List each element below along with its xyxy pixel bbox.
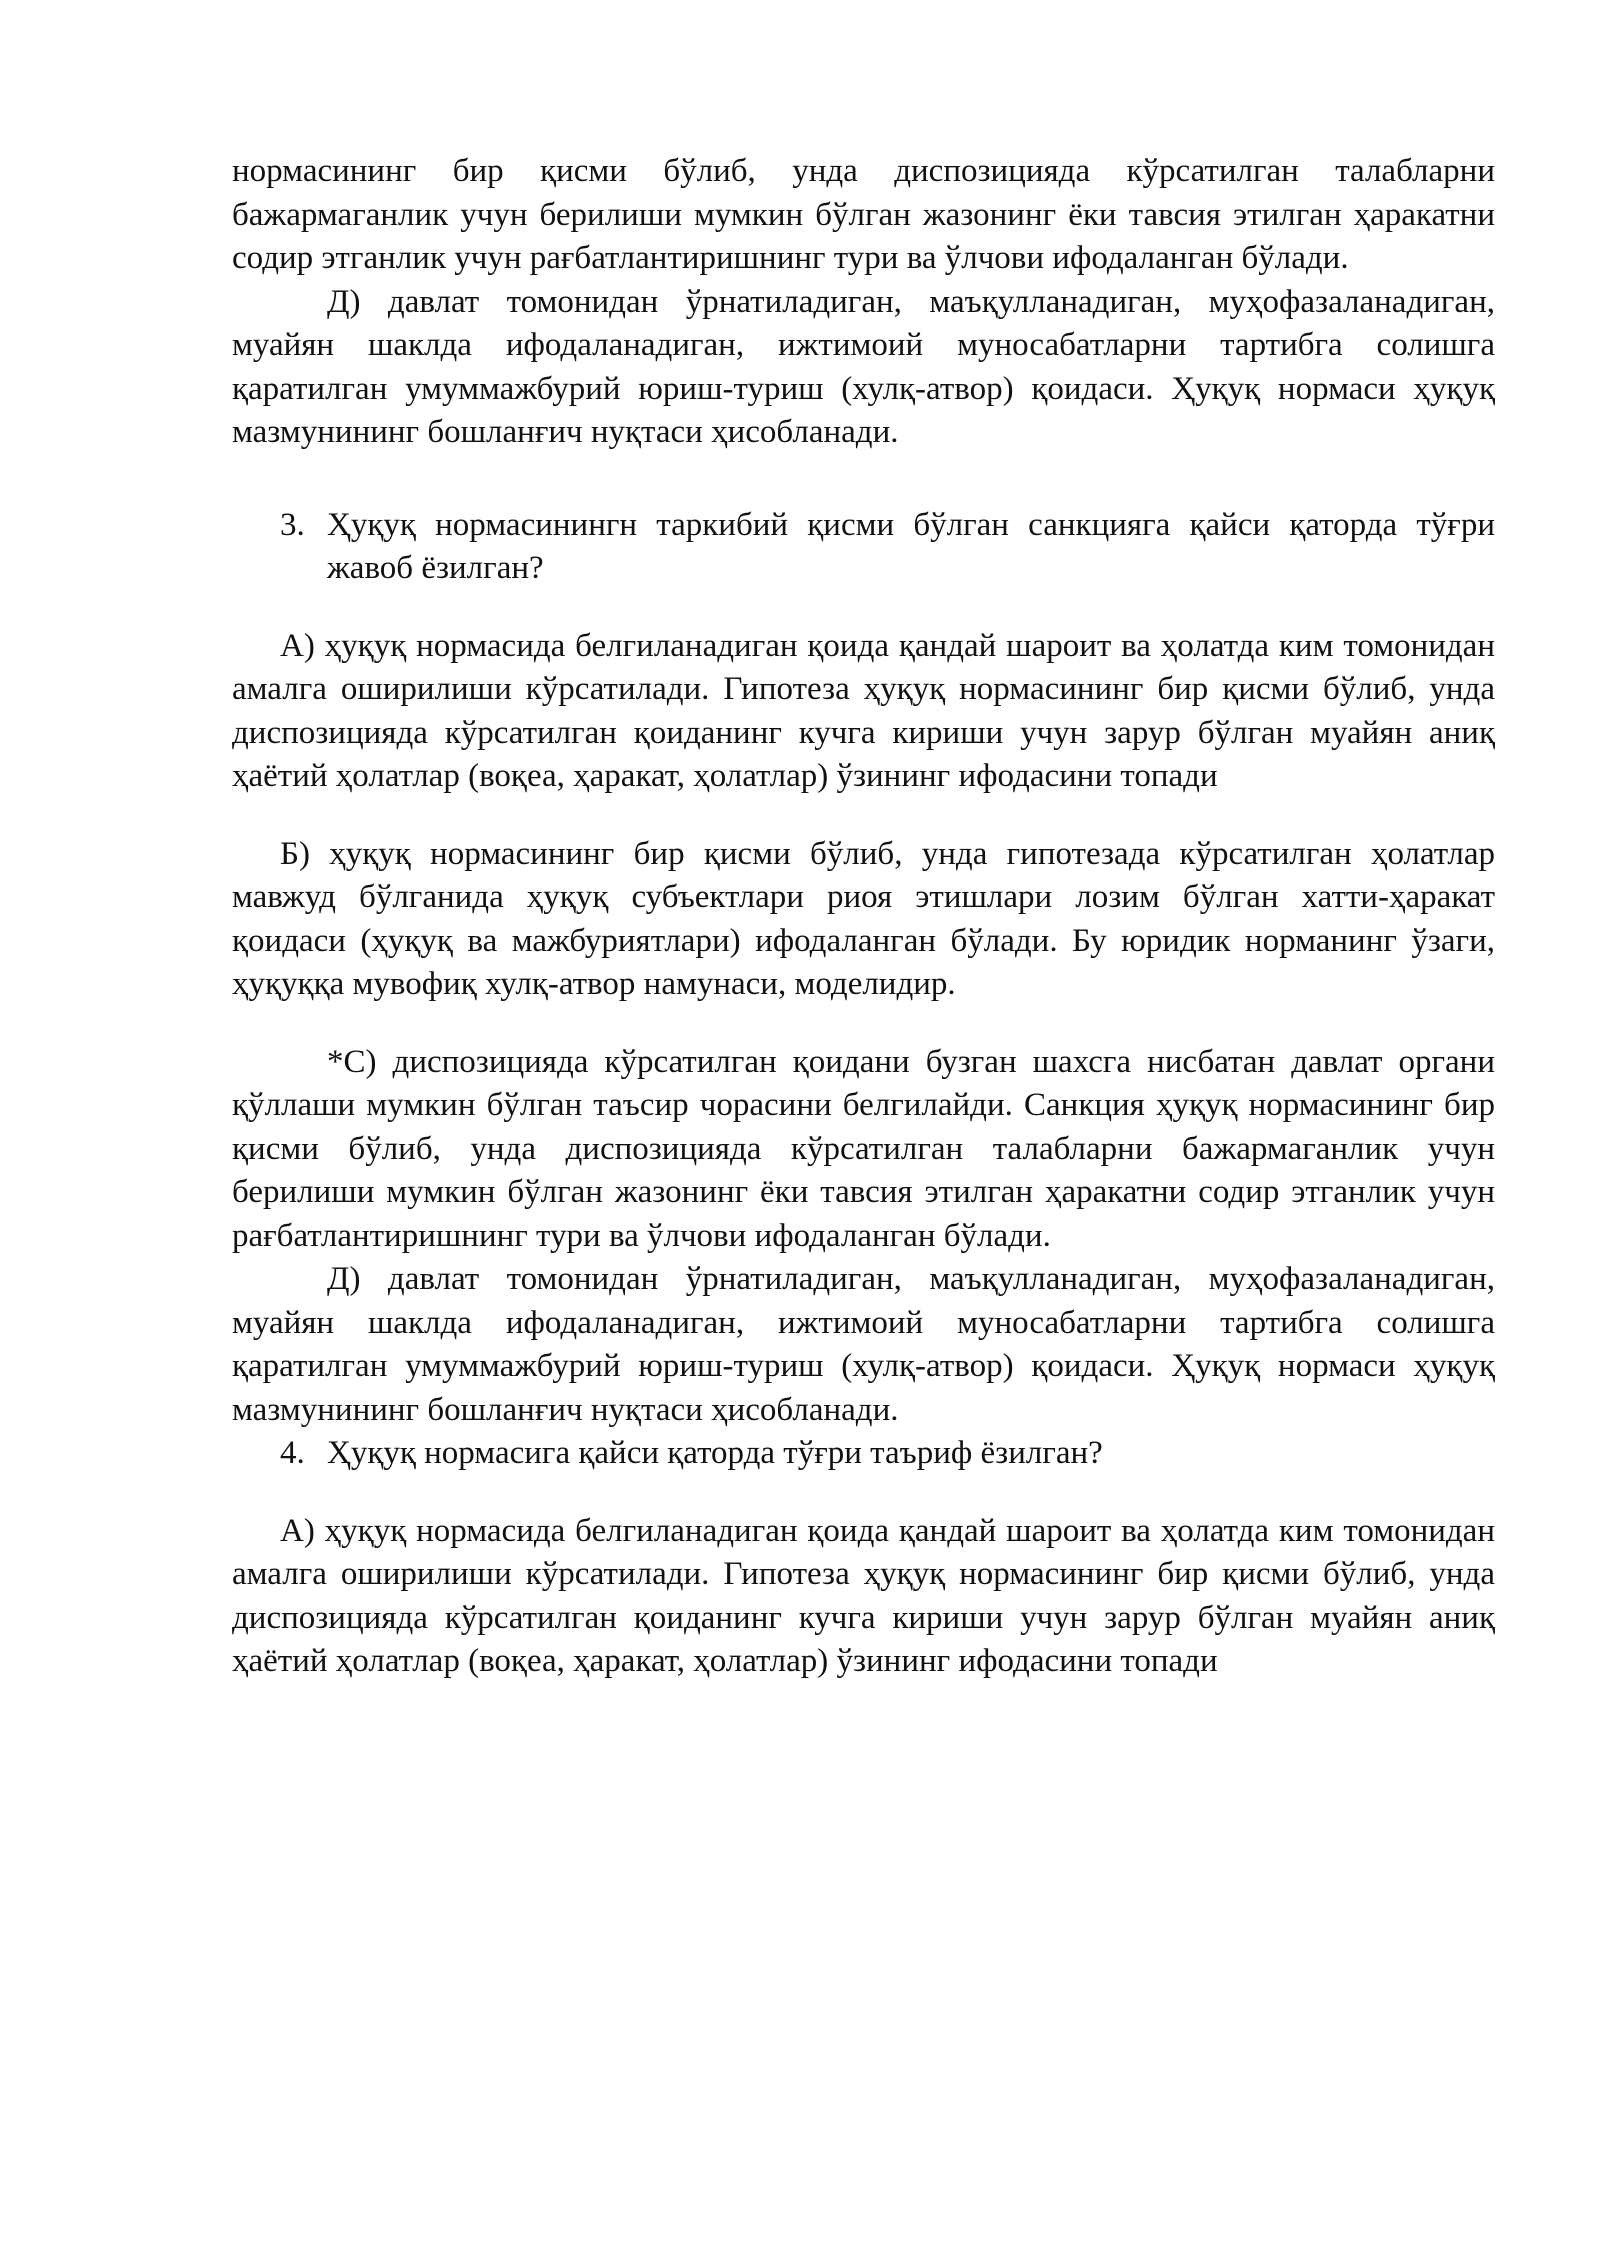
document-page — [232, 150, 1495, 1684]
option-a-paragraph: А) ҳуқуқ нормасида белгиланадиган қоида қандай шароит ва ҳолатда ким томонидан амалга оширилиши кўрсатилади. Гипотеза ҳуқуқ нормасининг бир қисми бўлиб, унда диспозицияда кўрсатилган қоиданинг кучга кириши учун зарур бўлган муайян аниқ ҳаётий ҳолатлар (воқеа, ҳаракат, ҳолатлар) ўзининг ифодасини топади — [232, 627, 1495, 794]
option-b-paragraph: Б) ҳуқуқ нормасининг бир қисми бўлиб, унда гипотезада кўрсатилган ҳолатлар мавжуд бўлганида ҳуқуқ субъектлари риоя этишлари лозим бўлган хатти-ҳаракат қоидаси (ҳуқуқ ва мажбуриятлари) ифодаланган бўлади. Бу юридик норманинг ўзаги, ҳуқуққа мувофиқ хулқ-атвор намунаси, моделидир. — [232, 835, 1495, 1002]
question-3 — [232, 504, 1495, 591]
option-d-paragraph: Д) давлат томонидан ўрнатиладиган, маъқулланадиган, муҳофазаланадиган, муайян шаклда ифодаланадиган, ижтимоий муносабатларни тартибга солишга қаратилган умуммажбурий юриш-туриш (хулқ-атвор) қоидаси. Ҳуқуқ нормаси ҳуқуқ мазмунининг бошланғич нуқтаси ҳисобланади. — [232, 1261, 1495, 1428]
option-d-paragraph: Д) давлат томонидан ўрнатиладиган, маъқулланадиган, муҳофазаланадиган, муайян шаклда ифодаланадиган, ижтимоий муносабатларни тартибга солишга қаратилган умуммажбурий юриш-туриш (хулқ-атвор) қоидаси. Ҳуқуқ нормаси ҳуқуқ мазмунининг бошланғич нуқтаси ҳисобланади. — [232, 283, 1495, 450]
option-a-paragraph: А) ҳуқуқ нормасида белгиланадиган қоида қандай шароит ва ҳолатда ким томонидан амалга оширилиши кўрсатилади. Гипотеза ҳуқуқ нормасининг бир қисми бўлиб, унда диспозицияда кўрсатилган қоиданинг кучга кириши учун зарур бўлган муайян аниқ ҳаётий ҳолатлар (воқеа, ҳаракат, ҳолатлар) ўзининг ифодасини топади — [232, 1512, 1495, 1679]
option-c-correct-paragraph: *С) диспозицияда кўрсатилган қоидани бузган шахсга нисбатан давлат органи қўллаши мумкин бўлган таъсир чорасини белгилайди. Санкция ҳуқуқ нормасининг бир қисми бўлиб, унда диспозицияда кўрсатилган талабларни бажармаганлик учун берилиши мумкин бўлган жазонинг ёки тавсия этилган ҳаракатни содир этганлик учун рағбатлантиришнинг тури ва ўлчови ифодаланган бўлади. — [232, 1043, 1495, 1254]
question-number: 3. — [280, 506, 305, 543]
sanction-continuation-paragraph: нормасининг бир қисми бўлиб, унда диспозицияда кўрсатилган талабларни бажармаганлик учун берилиши мумкин бўлган жазонинг ёки тавсия этилган ҳаракатни содир этганлик учун рағбатлантиришнинг тури ва ўлчови ифодаланган бўлади. — [232, 153, 1495, 276]
question-text: Ҳуқуқ нормасига қайси қаторда тўғри таъриф ёзилган? — [327, 1435, 1103, 1471]
question-text: Ҳуқуқ нормасинингн таркибий қисми бўлган санкцияга қайси қаторда тўғри жавоб ёзилган? — [327, 506, 1495, 586]
question-number: 4. — [280, 1435, 305, 1471]
question-4 — [232, 1432, 1495, 1476]
